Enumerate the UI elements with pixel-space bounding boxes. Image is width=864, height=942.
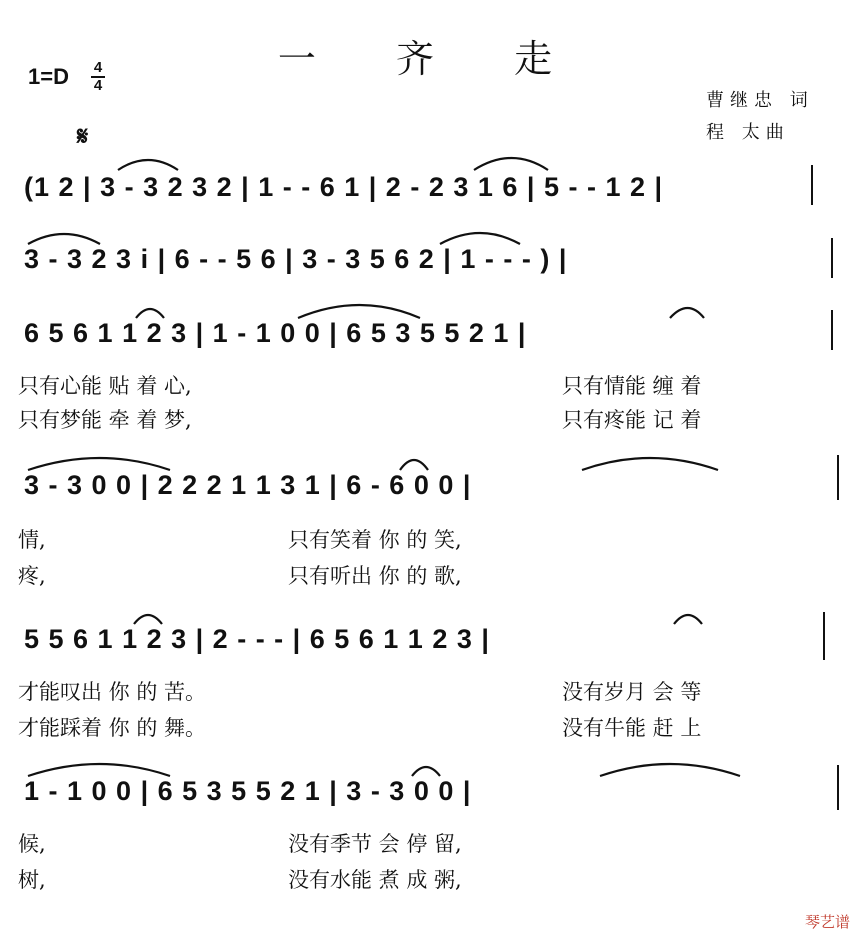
slur (440, 233, 520, 244)
score-line-5: 5 5 6 1 1 2 3 | 2 - - - | 6 5 6 1 1 2 3 | (24, 624, 490, 654)
lyric-line-6-verse-1-right: 没有季节 会 停 留, (288, 832, 462, 856)
slur (298, 305, 420, 318)
lyric-line-5-verse-1: 才能叹出 你 的 苦。 (18, 680, 207, 704)
time-signature-top: 4 (93, 59, 103, 76)
time-signature-bottom: 4 (93, 77, 103, 94)
slur (118, 160, 178, 170)
slur (400, 460, 428, 470)
score-line-3: 6 5 6 1 1 2 3 | 1 - 1 0 0 | 6 5 3 5 5 2 1 | (24, 318, 527, 348)
lyric-line-5-verse-1-right: 没有岁月 会 等 (562, 680, 702, 704)
lyric-line-3-verse-2: 只有梦能 牵 着 梦, (18, 408, 192, 432)
slur (670, 308, 704, 318)
lyric-line-4-verse-2-right: 只有听出 你 的 歌, (288, 564, 462, 588)
slur (674, 615, 702, 624)
score-line-1: (1 2 | 3 - 3 2 3 2 | 1 - - 6 1 | 2 - 2 3 1 6 | 5 - - 1 2 | (24, 172, 664, 202)
lyric-line-3-verse-2-right: 只有疼能 记 着 (562, 408, 702, 432)
slur (474, 158, 548, 170)
lyric-line-4-verse-2: 疼, (18, 564, 46, 588)
segno-icon: 𝄋 (77, 122, 89, 152)
score-line-4: 3 - 3 0 0 | 2 2 2 1 1 3 1 | 6 - 6 0 0 | (24, 470, 472, 500)
slur (600, 764, 740, 776)
lyric-line-6-verse-2-right: 没有水能 煮 成 粥, (288, 868, 462, 892)
lyric-line-5-verse-2-right: 没有牛能 赶 上 (562, 716, 702, 740)
slur (28, 234, 100, 244)
lyric-line-4-verse-1: 情, (18, 528, 46, 552)
slur (582, 458, 718, 470)
lyric-line-6-verse-2: 树, (18, 868, 46, 892)
brand-logo: 琴艺谱 (804, 913, 850, 931)
slur (412, 767, 440, 776)
lyric-line-6-verse-1: 候, (18, 832, 46, 856)
slur (134, 615, 162, 624)
composer-credit: 程 太曲 (706, 122, 790, 143)
song-title: 一 齐 走 (277, 37, 587, 81)
lyricist-credit: 曹继忠 词 (706, 90, 814, 111)
lyric-line-5-verse-2: 才能踩着 你 的 舞。 (18, 716, 207, 740)
lyric-line-4-verse-1-right: 只有笑着 你 的 笑, (288, 528, 462, 552)
slur (136, 309, 164, 318)
lyric-line-3-verse-1-right: 只有情能 缠 着 (562, 374, 702, 398)
slur (28, 764, 170, 776)
key-signature: 1=D (28, 64, 69, 89)
score-line-6: 1 - 1 0 0 | 6 5 3 5 5 2 1 | 3 - 3 0 0 | (24, 776, 472, 806)
score-line-2: 3 - 3 2 3 i | 6 - - 5 6 | 3 - 3 5 6 2 | 1 - - - ) | (24, 244, 568, 274)
slur (28, 458, 170, 470)
lyric-line-3-verse-1: 只有心能 贴 着 心, (18, 374, 192, 398)
